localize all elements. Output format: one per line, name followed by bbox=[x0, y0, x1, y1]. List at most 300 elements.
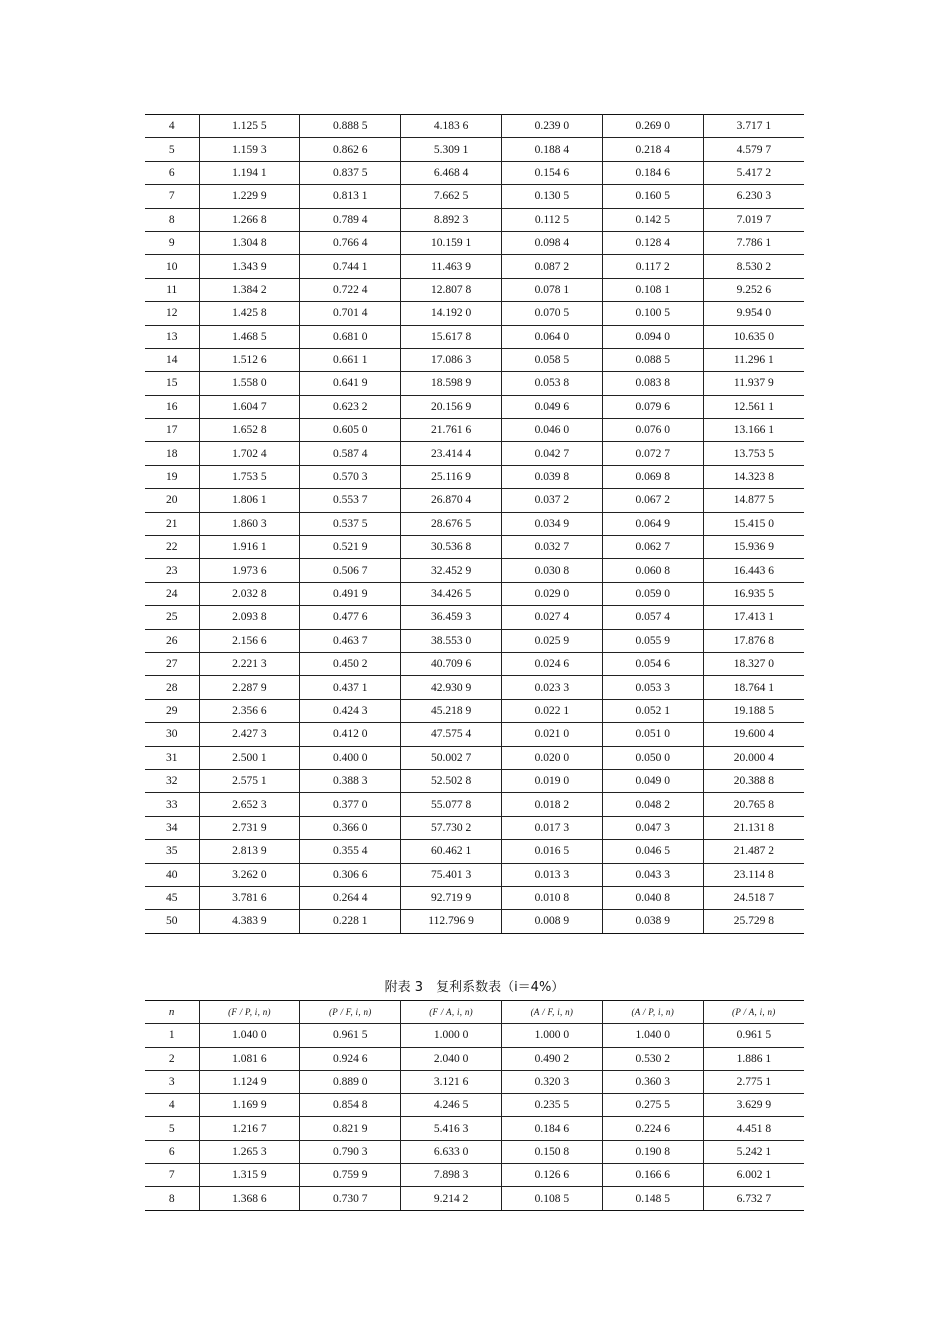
factor-cell: 5.416 3 bbox=[401, 1117, 502, 1140]
factor-cell: 17.876 8 bbox=[703, 629, 804, 652]
table-row bbox=[145, 1117, 804, 1140]
factor-cell: 0.054 6 bbox=[602, 652, 703, 675]
table-row bbox=[145, 372, 804, 395]
factor-cell: 11.296 1 bbox=[703, 348, 804, 371]
factor-cell: 0.224 6 bbox=[602, 1117, 703, 1140]
factor-cell: 0.030 8 bbox=[502, 559, 603, 582]
factor-cell: 0.854 8 bbox=[300, 1094, 401, 1117]
period-cell: 31 bbox=[145, 746, 199, 769]
factor-cell: 4.579 7 bbox=[703, 138, 804, 161]
factor-cell: 0.218 4 bbox=[602, 138, 703, 161]
header-p-a: (P / A, i, n) bbox=[703, 1001, 804, 1024]
factor-cell: 0.400 0 bbox=[300, 746, 401, 769]
factor-cell: 30.536 8 bbox=[401, 536, 502, 559]
factor-cell: 0.641 9 bbox=[300, 372, 401, 395]
factor-cell: 1.886 1 bbox=[703, 1047, 804, 1070]
factor-cell: 52.502 8 bbox=[401, 769, 502, 792]
factor-cell: 2.221 3 bbox=[199, 652, 300, 675]
factor-cell: 0.070 5 bbox=[502, 302, 603, 325]
factor-cell: 1.159 3 bbox=[199, 138, 300, 161]
interest-table-continued bbox=[145, 114, 804, 934]
table-row bbox=[145, 255, 804, 278]
factor-cell: 8.530 2 bbox=[703, 255, 804, 278]
factor-cell: 0.022 1 bbox=[502, 699, 603, 722]
period-cell: 5 bbox=[145, 138, 199, 161]
factor-cell: 0.530 2 bbox=[602, 1047, 703, 1070]
factor-cell: 7.662 5 bbox=[401, 185, 502, 208]
factor-cell: 47.575 4 bbox=[401, 723, 502, 746]
table-row bbox=[145, 746, 804, 769]
factor-cell: 7.898 3 bbox=[401, 1164, 502, 1187]
period-cell: 22 bbox=[145, 536, 199, 559]
factor-cell: 1.169 9 bbox=[199, 1094, 300, 1117]
factor-cell: 4.183 6 bbox=[401, 115, 502, 138]
factor-cell: 0.112 5 bbox=[502, 208, 603, 231]
factor-cell: 0.744 1 bbox=[300, 255, 401, 278]
factor-cell: 0.076 0 bbox=[602, 419, 703, 442]
factor-cell: 0.605 0 bbox=[300, 419, 401, 442]
factor-cell: 40.709 6 bbox=[401, 652, 502, 675]
table-row bbox=[145, 1140, 804, 1163]
factor-cell: 0.924 6 bbox=[300, 1047, 401, 1070]
factor-cell: 12.807 8 bbox=[401, 278, 502, 301]
period-cell: 7 bbox=[145, 1164, 199, 1187]
factor-cell: 0.166 6 bbox=[602, 1164, 703, 1187]
table-row bbox=[145, 512, 804, 535]
table-row bbox=[145, 1187, 804, 1210]
factor-cell: 2.356 6 bbox=[199, 699, 300, 722]
factor-cell: 0.128 4 bbox=[602, 231, 703, 254]
factor-cell: 0.623 2 bbox=[300, 395, 401, 418]
factor-cell: 0.521 9 bbox=[300, 536, 401, 559]
factor-cell: 0.094 0 bbox=[602, 325, 703, 348]
table-row bbox=[145, 793, 804, 816]
factor-cell: 50.002 7 bbox=[401, 746, 502, 769]
factor-cell: 32.452 9 bbox=[401, 559, 502, 582]
factor-cell: 6.732 7 bbox=[703, 1187, 804, 1210]
factor-cell: 0.889 0 bbox=[300, 1070, 401, 1093]
factor-cell: 0.016 5 bbox=[502, 840, 603, 863]
table-row bbox=[145, 138, 804, 161]
factor-cell: 8.892 3 bbox=[401, 208, 502, 231]
table-row bbox=[145, 910, 804, 933]
factor-cell: 0.117 2 bbox=[602, 255, 703, 278]
factor-cell: 10.635 0 bbox=[703, 325, 804, 348]
table-row bbox=[145, 302, 804, 325]
factor-cell: 34.426 5 bbox=[401, 582, 502, 605]
factor-cell: 1.194 1 bbox=[199, 161, 300, 184]
factor-cell: 0.037 2 bbox=[502, 489, 603, 512]
factor-cell: 16.935 5 bbox=[703, 582, 804, 605]
factor-cell: 0.083 8 bbox=[602, 372, 703, 395]
factor-cell: 20.156 9 bbox=[401, 395, 502, 418]
factor-cell: 0.046 0 bbox=[502, 419, 603, 442]
factor-cell: 0.108 5 bbox=[502, 1187, 603, 1210]
factor-cell: 0.040 8 bbox=[602, 886, 703, 909]
factor-cell: 24.518 7 bbox=[703, 886, 804, 909]
table-row bbox=[145, 629, 804, 652]
factor-cell: 1.315 9 bbox=[199, 1164, 300, 1187]
table-row bbox=[145, 1164, 804, 1187]
factor-cell: 0.130 5 bbox=[502, 185, 603, 208]
factor-cell: 15.415 0 bbox=[703, 512, 804, 535]
table-row bbox=[145, 161, 804, 184]
factor-cell: 0.052 1 bbox=[602, 699, 703, 722]
table-row bbox=[145, 676, 804, 699]
table-row bbox=[145, 185, 804, 208]
factor-cell: 0.043 3 bbox=[602, 863, 703, 886]
factor-cell: 26.870 4 bbox=[401, 489, 502, 512]
table-row bbox=[145, 442, 804, 465]
factor-cell: 28.676 5 bbox=[401, 512, 502, 535]
factor-cell: 1.973 6 bbox=[199, 559, 300, 582]
factor-cell: 0.088 5 bbox=[602, 348, 703, 371]
factor-cell: 0.108 1 bbox=[602, 278, 703, 301]
table-row bbox=[145, 1094, 804, 1117]
factor-cell: 0.057 4 bbox=[602, 606, 703, 629]
table-caption: 附表 3 复利系数表（i＝4%） bbox=[384, 980, 565, 995]
factor-cell: 15.936 9 bbox=[703, 536, 804, 559]
factor-cell: 4.246 5 bbox=[401, 1094, 502, 1117]
factor-cell: 0.759 9 bbox=[300, 1164, 401, 1187]
factor-cell: 9.214 2 bbox=[401, 1187, 502, 1210]
factor-cell: 23.414 4 bbox=[401, 442, 502, 465]
factor-cell: 6.633 0 bbox=[401, 1140, 502, 1163]
factor-cell: 0.862 6 bbox=[300, 138, 401, 161]
factor-cell: 2.575 1 bbox=[199, 769, 300, 792]
factor-cell: 0.681 0 bbox=[300, 325, 401, 348]
factor-cell: 23.114 8 bbox=[703, 863, 804, 886]
factor-cell: 0.821 9 bbox=[300, 1117, 401, 1140]
table-row bbox=[145, 1024, 804, 1047]
factor-cell: 3.717 1 bbox=[703, 115, 804, 138]
factor-cell: 1.343 9 bbox=[199, 255, 300, 278]
factor-cell: 13.753 5 bbox=[703, 442, 804, 465]
factor-cell: 1.081 6 bbox=[199, 1047, 300, 1070]
factor-cell: 1.125 5 bbox=[199, 115, 300, 138]
period-cell: 30 bbox=[145, 723, 199, 746]
factor-cell: 10.159 1 bbox=[401, 231, 502, 254]
table-row bbox=[145, 465, 804, 488]
factor-cell: 6.468 4 bbox=[401, 161, 502, 184]
factor-cell: 0.235 5 bbox=[502, 1094, 603, 1117]
table-row bbox=[145, 231, 804, 254]
factor-cell: 0.766 4 bbox=[300, 231, 401, 254]
factor-cell: 0.058 5 bbox=[502, 348, 603, 371]
period-cell: 6 bbox=[145, 161, 199, 184]
table-row bbox=[145, 816, 804, 839]
factor-cell: 0.661 1 bbox=[300, 348, 401, 371]
factor-cell: 0.412 0 bbox=[300, 723, 401, 746]
factor-cell: 0.020 0 bbox=[502, 746, 603, 769]
factor-cell: 1.916 1 bbox=[199, 536, 300, 559]
factor-cell: 0.424 3 bbox=[300, 699, 401, 722]
factor-cell: 21.761 6 bbox=[401, 419, 502, 442]
factor-cell: 0.148 5 bbox=[602, 1187, 703, 1210]
header-p-f: (P / F, i, n) bbox=[300, 1001, 401, 1024]
factor-cell: 0.024 6 bbox=[502, 652, 603, 675]
factor-cell: 3.781 6 bbox=[199, 886, 300, 909]
factor-cell: 36.459 3 bbox=[401, 606, 502, 629]
factor-cell: 19.188 5 bbox=[703, 699, 804, 722]
factor-cell: 1.604 7 bbox=[199, 395, 300, 418]
factor-cell: 0.701 4 bbox=[300, 302, 401, 325]
factor-cell: 17.086 3 bbox=[401, 348, 502, 371]
factor-cell: 0.184 6 bbox=[602, 161, 703, 184]
factor-cell: 0.228 1 bbox=[300, 910, 401, 933]
table-row bbox=[145, 208, 804, 231]
factor-cell: 0.477 6 bbox=[300, 606, 401, 629]
period-cell: 13 bbox=[145, 325, 199, 348]
period-cell: 40 bbox=[145, 863, 199, 886]
period-cell: 2 bbox=[145, 1047, 199, 1070]
factor-cell: 2.156 6 bbox=[199, 629, 300, 652]
factor-cell: 2.731 9 bbox=[199, 816, 300, 839]
period-cell: 35 bbox=[145, 840, 199, 863]
table-row bbox=[145, 582, 804, 605]
factor-cell: 9.252 6 bbox=[703, 278, 804, 301]
factor-cell: 3.121 6 bbox=[401, 1070, 502, 1093]
factor-cell: 42.930 9 bbox=[401, 676, 502, 699]
period-cell: 34 bbox=[145, 816, 199, 839]
period-cell: 23 bbox=[145, 559, 199, 582]
table-row bbox=[145, 1047, 804, 1070]
factor-cell: 0.034 9 bbox=[502, 512, 603, 535]
period-cell: 50 bbox=[145, 910, 199, 933]
factor-cell: 0.067 2 bbox=[602, 489, 703, 512]
factor-cell: 20.000 4 bbox=[703, 746, 804, 769]
period-cell: 20 bbox=[145, 489, 199, 512]
table-row bbox=[145, 325, 804, 348]
period-cell: 7 bbox=[145, 185, 199, 208]
factor-cell: 0.017 3 bbox=[502, 816, 603, 839]
factor-cell: 0.023 3 bbox=[502, 676, 603, 699]
factor-cell: 0.100 5 bbox=[602, 302, 703, 325]
factor-cell: 2.040 0 bbox=[401, 1047, 502, 1070]
factor-cell: 1.124 9 bbox=[199, 1070, 300, 1093]
period-cell: 32 bbox=[145, 769, 199, 792]
period-cell: 14 bbox=[145, 348, 199, 371]
factor-cell: 6.230 3 bbox=[703, 185, 804, 208]
period-cell: 4 bbox=[145, 1094, 199, 1117]
factor-cell: 18.764 1 bbox=[703, 676, 804, 699]
header-n: n bbox=[145, 1001, 199, 1024]
factor-cell: 1.040 0 bbox=[199, 1024, 300, 1047]
factor-cell: 112.796 9 bbox=[401, 910, 502, 933]
factor-cell: 0.355 4 bbox=[300, 840, 401, 863]
factor-cell: 0.377 0 bbox=[300, 793, 401, 816]
factor-cell: 20.765 8 bbox=[703, 793, 804, 816]
header-f-p: (F / P, i, n) bbox=[199, 1001, 300, 1024]
period-cell: 16 bbox=[145, 395, 199, 418]
table-row bbox=[145, 1070, 804, 1093]
period-cell: 9 bbox=[145, 231, 199, 254]
factor-cell: 57.730 2 bbox=[401, 816, 502, 839]
period-cell: 18 bbox=[145, 442, 199, 465]
factor-cell: 0.046 5 bbox=[602, 840, 703, 863]
factor-cell: 12.561 1 bbox=[703, 395, 804, 418]
period-cell: 11 bbox=[145, 278, 199, 301]
factor-cell: 0.813 1 bbox=[300, 185, 401, 208]
factor-cell: 1.652 8 bbox=[199, 419, 300, 442]
period-cell: 1 bbox=[145, 1024, 199, 1047]
factor-cell: 1.753 5 bbox=[199, 465, 300, 488]
period-cell: 6 bbox=[145, 1140, 199, 1163]
table-row bbox=[145, 863, 804, 886]
factor-cell: 0.188 4 bbox=[502, 138, 603, 161]
period-cell: 5 bbox=[145, 1117, 199, 1140]
period-cell: 45 bbox=[145, 886, 199, 909]
factor-cell: 2.427 3 bbox=[199, 723, 300, 746]
factor-cell: 0.060 8 bbox=[602, 559, 703, 582]
factor-cell: 0.072 7 bbox=[602, 442, 703, 465]
factor-cell: 11.937 9 bbox=[703, 372, 804, 395]
factor-cell: 55.077 8 bbox=[401, 793, 502, 816]
factor-cell: 0.491 9 bbox=[300, 582, 401, 605]
factor-cell: 0.018 2 bbox=[502, 793, 603, 816]
factor-cell: 0.154 6 bbox=[502, 161, 603, 184]
factor-cell: 0.013 3 bbox=[502, 863, 603, 886]
factor-cell: 0.837 5 bbox=[300, 161, 401, 184]
period-cell: 25 bbox=[145, 606, 199, 629]
factor-cell: 2.032 8 bbox=[199, 582, 300, 605]
factor-cell: 0.730 7 bbox=[300, 1187, 401, 1210]
header-a-p: (A / P, i, n) bbox=[602, 1001, 703, 1024]
factor-cell: 0.087 2 bbox=[502, 255, 603, 278]
factor-cell: 0.098 4 bbox=[502, 231, 603, 254]
factor-cell: 0.025 9 bbox=[502, 629, 603, 652]
factor-cell: 0.029 0 bbox=[502, 582, 603, 605]
factor-cell: 2.775 1 bbox=[703, 1070, 804, 1093]
factor-cell: 6.002 1 bbox=[703, 1164, 804, 1187]
table-row bbox=[145, 559, 804, 582]
factor-cell: 0.059 0 bbox=[602, 582, 703, 605]
table-row bbox=[145, 419, 804, 442]
factor-cell: 0.239 0 bbox=[502, 115, 603, 138]
period-cell: 29 bbox=[145, 699, 199, 722]
factor-cell: 5.417 2 bbox=[703, 161, 804, 184]
factor-cell: 4.383 9 bbox=[199, 910, 300, 933]
factor-cell: 1.265 3 bbox=[199, 1140, 300, 1163]
factor-cell: 0.961 5 bbox=[300, 1024, 401, 1047]
factor-cell: 20.388 8 bbox=[703, 769, 804, 792]
factor-cell: 0.320 3 bbox=[502, 1070, 603, 1093]
factor-cell: 0.790 3 bbox=[300, 1140, 401, 1163]
factor-cell: 0.126 6 bbox=[502, 1164, 603, 1187]
factor-cell: 14.877 5 bbox=[703, 489, 804, 512]
factor-cell: 75.401 3 bbox=[401, 863, 502, 886]
factor-cell: 1.558 0 bbox=[199, 372, 300, 395]
factor-cell: 3.629 9 bbox=[703, 1094, 804, 1117]
period-cell: 28 bbox=[145, 676, 199, 699]
factor-cell: 0.537 5 bbox=[300, 512, 401, 535]
table-header-row bbox=[145, 1001, 804, 1024]
factor-cell: 0.506 7 bbox=[300, 559, 401, 582]
table-row bbox=[145, 348, 804, 371]
period-cell: 4 bbox=[145, 115, 199, 138]
factor-cell: 0.961 5 bbox=[703, 1024, 804, 1047]
factor-cell: 60.462 1 bbox=[401, 840, 502, 863]
table-row bbox=[145, 606, 804, 629]
factor-cell: 7.019 7 bbox=[703, 208, 804, 231]
factor-cell: 0.437 1 bbox=[300, 676, 401, 699]
factor-cell: 0.388 3 bbox=[300, 769, 401, 792]
factor-cell: 5.309 1 bbox=[401, 138, 502, 161]
factor-cell: 0.570 3 bbox=[300, 465, 401, 488]
header-f-a: (F / A, i, n) bbox=[401, 1001, 502, 1024]
period-cell: 21 bbox=[145, 512, 199, 535]
table-row bbox=[145, 652, 804, 675]
period-cell: 19 bbox=[145, 465, 199, 488]
factor-cell: 1.806 1 bbox=[199, 489, 300, 512]
factor-cell: 0.050 0 bbox=[602, 746, 703, 769]
factor-cell: 0.160 5 bbox=[602, 185, 703, 208]
factor-cell: 2.500 1 bbox=[199, 746, 300, 769]
table-row bbox=[145, 489, 804, 512]
factor-cell: 0.587 4 bbox=[300, 442, 401, 465]
table-row bbox=[145, 395, 804, 418]
period-cell: 8 bbox=[145, 1187, 199, 1210]
factor-cell: 7.786 1 bbox=[703, 231, 804, 254]
factor-cell: 9.954 0 bbox=[703, 302, 804, 325]
factor-cell: 16.443 6 bbox=[703, 559, 804, 582]
factor-cell: 18.598 9 bbox=[401, 372, 502, 395]
factor-cell: 0.027 4 bbox=[502, 606, 603, 629]
table-row bbox=[145, 115, 804, 138]
factor-cell: 21.131 8 bbox=[703, 816, 804, 839]
factor-cell: 1.860 3 bbox=[199, 512, 300, 535]
factor-cell: 0.275 5 bbox=[602, 1094, 703, 1117]
table-row bbox=[145, 723, 804, 746]
factor-cell: 1.425 8 bbox=[199, 302, 300, 325]
factor-cell: 0.049 0 bbox=[602, 769, 703, 792]
factor-cell: 21.487 2 bbox=[703, 840, 804, 863]
factor-cell: 1.040 0 bbox=[602, 1024, 703, 1047]
factor-cell: 0.078 1 bbox=[502, 278, 603, 301]
factor-cell: 1.468 5 bbox=[199, 325, 300, 348]
factor-cell: 18.327 0 bbox=[703, 652, 804, 675]
factor-cell: 0.062 7 bbox=[602, 536, 703, 559]
period-cell: 27 bbox=[145, 652, 199, 675]
factor-cell: 0.490 2 bbox=[502, 1047, 603, 1070]
factor-cell: 0.079 6 bbox=[602, 395, 703, 418]
interest-table-4-percent-body bbox=[145, 1024, 804, 1210]
factor-cell: 0.463 7 bbox=[300, 629, 401, 652]
factor-cell: 2.652 3 bbox=[199, 793, 300, 816]
factor-cell: 0.053 8 bbox=[502, 372, 603, 395]
table-row bbox=[145, 536, 804, 559]
factor-cell: 14.192 0 bbox=[401, 302, 502, 325]
factor-cell: 0.722 4 bbox=[300, 278, 401, 301]
factor-cell: 1.702 4 bbox=[199, 442, 300, 465]
factor-cell: 92.719 9 bbox=[401, 886, 502, 909]
factor-cell: 0.021 0 bbox=[502, 723, 603, 746]
period-cell: 8 bbox=[145, 208, 199, 231]
factor-cell: 0.010 8 bbox=[502, 886, 603, 909]
table-row bbox=[145, 840, 804, 863]
factor-cell: 2.287 9 bbox=[199, 676, 300, 699]
factor-cell: 14.323 8 bbox=[703, 465, 804, 488]
factor-cell: 1.384 2 bbox=[199, 278, 300, 301]
table-row bbox=[145, 278, 804, 301]
period-cell: 26 bbox=[145, 629, 199, 652]
header-a-f: (A / F, i, n) bbox=[502, 1001, 603, 1024]
factor-cell: 0.008 9 bbox=[502, 910, 603, 933]
period-cell: 33 bbox=[145, 793, 199, 816]
period-cell: 15 bbox=[145, 372, 199, 395]
factor-cell: 0.150 8 bbox=[502, 1140, 603, 1163]
factor-cell: 0.184 6 bbox=[502, 1117, 603, 1140]
